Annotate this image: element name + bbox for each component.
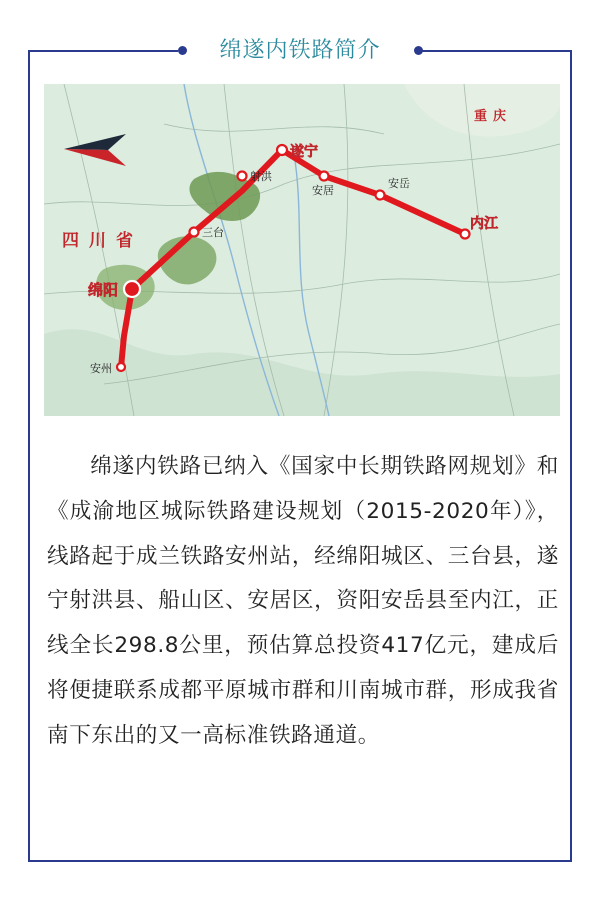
province-label: 四川省	[62, 231, 143, 251]
town-label-anju: 安居	[312, 184, 334, 197]
frame-top-right-line	[421, 50, 572, 52]
station-neijiang	[461, 230, 470, 239]
town-label-santai: 三台	[202, 226, 224, 239]
station-mianyang	[124, 281, 140, 297]
city-label-suining: 遂宁	[290, 144, 318, 160]
page-title: 绵遂内铁路简介	[219, 38, 381, 63]
station-suining	[277, 145, 287, 155]
frame-top-left-line	[28, 50, 178, 52]
station-anju	[320, 172, 329, 181]
railway-route-map	[44, 84, 560, 416]
title-right-dot	[414, 46, 423, 55]
railway-description-paragraph: 绵遂内铁路已纳入《国家中长期铁路网规划》和《成渝地区城际铁路建设规划（2015-2020年）》，线路起于成兰铁路安州站，经绵阳城区、三台县，遂宁射洪县、船山区、安居区，资阳安岳县至内江，正线全长298.8公里，预估算总投资417亿元，建成后将便捷联系成都平原城市群和川南城市群，形成我省南下东出的又一高标准铁路通道。	[47, 454, 559, 748]
city-label-neijiang: 内江	[470, 216, 498, 232]
station-santai	[190, 228, 199, 237]
town-label-shehong: 射洪	[250, 170, 272, 183]
town-label-anyue: 安岳	[388, 177, 410, 190]
station-anzhou	[117, 363, 125, 371]
town-label-anzhou: 安州	[90, 362, 112, 375]
station-anyue	[376, 191, 385, 200]
city-label-chongqing: 重庆	[474, 109, 513, 124]
station-shehong	[238, 172, 247, 181]
city-label-mianyang: 绵阳	[88, 281, 119, 299]
